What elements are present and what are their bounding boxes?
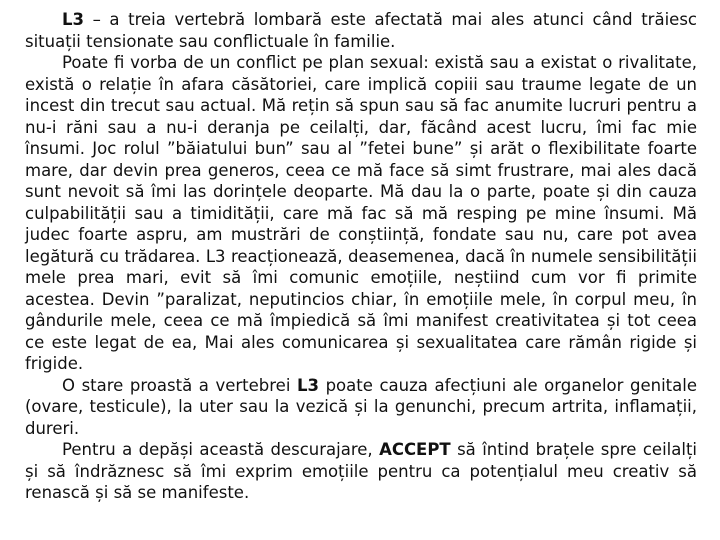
vertebra-label-bold: L3 <box>297 375 319 395</box>
paragraph-symptoms-after: poate cauza afecțiuni ale organelor genitale (ovare, testicule), la uter sau la vezică și la genunchi, precum artrita, inflamații, dureri. <box>25 375 697 438</box>
paragraph-conflict-text: Poate fi vorba de un conflict pe plan sexual: există sau a existat o rivalitate, există o relație în afara căsătoriei, care implică copiii sau traume legate de un incest din trecut sau actual. Mă rețin să spun sau să fac anumite lucruri pentru a nu-i răni sau a nu-i deranja pe ceilalți, dar, făcând acest lucru, îmi fac mie însumi. Joc rolul ”băiatului bun” sau al ”fetei bune” și arăt o flexibilitate foarte mare, dar devin prea generos, ceea ce mă face să simt frustrare, mai ales dacă sunt nevoit să îmi las dorințele deoparte. Mă dau la o parte, poate și din cauza culpabilității sau a timidității, care mă fac să mă resping pe mine însumi. Mă judec foarte aspru, am mustrări de conștiință, fondate sau nu, care pot avea legătură cu trădarea. L3 reacționează, deasemenea, dacă în numele sensibilității mele prea mari, evit să îmi comunic emoțiile, neștiind cum vor fi primite acestea. Devin ”paralizat, neputincios chiar, în emoțiile mele, în corpul meu, în gândurile mele, ceea ce mă împiedică să îmi manifest creativitatea și tot ceea ce este legat de ea, Mai ales comunicarea și sexualitatea care rămân rigide și frigide. <box>25 53 697 373</box>
paragraph-affirmation-after: să întind brațele spre ceilalți și să îndrăznesc să îmi exprim emoțiile pentru ca potențialul meu creativ să renască și să se manifeste. <box>25 440 697 502</box>
paragraph-intro-text: – a treia vertebră lombară este afectată mai ales atunci când trăiesc situații tensionate sau conflictuale în familie. <box>25 10 697 51</box>
document-body <box>25 9 697 504</box>
paragraph-affirmation-before: Pentru a depăși această descurajare, <box>62 440 380 459</box>
paragraph-affirmation <box>25 439 697 504</box>
paragraph-symptoms-before: O stare proastă a vertebrei <box>62 375 297 395</box>
paragraph-conflict <box>25 52 697 375</box>
accept-keyword: ACCEPT <box>379 440 451 459</box>
paragraph-intro <box>25 9 697 52</box>
vertebra-label: L3 <box>62 10 84 29</box>
paragraph-symptoms <box>25 375 697 440</box>
